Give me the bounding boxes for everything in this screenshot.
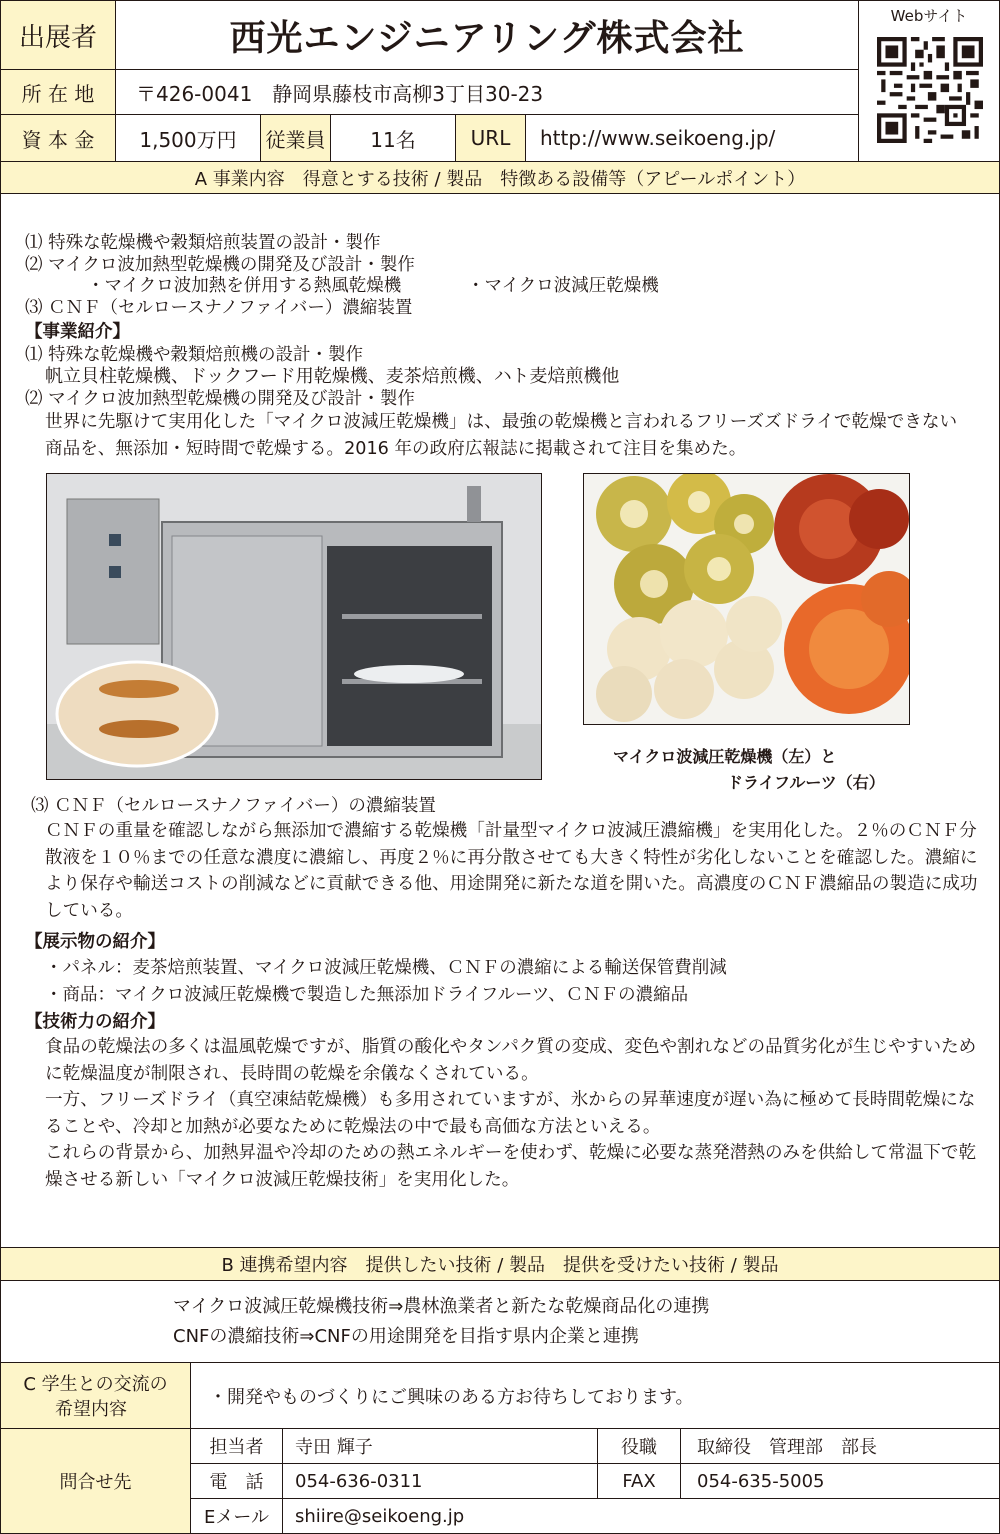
qr-code-icon[interactable] — [877, 37, 983, 143]
phone-value[interactable]: 054-636-0311 — [283, 1463, 598, 1498]
photo-caption-line-1: マイクロ波減圧乾燥機（左）と — [613, 747, 837, 766]
tech-paragraph-2: 一方、フリーズドライ（真空凍結乾燥機）も多用されていますが、氷からの昇華速度が遅い為に極めて長時間乾燥になることや、冷却と加熱が必要なために乾燥法の中で最も高価な方法といえる。 — [45, 1090, 976, 1137]
fax-value: 054-635-5005 — [681, 1463, 999, 1498]
website-label: Webサイト — [890, 6, 968, 25]
intro-1-text: 帆立貝柱乾燥機、ドックフード用乾燥機、麦茶焙煎機、ハト麦焙煎機他 — [45, 366, 620, 387]
location-value: 〒426-0041 静岡県藤枝市高柳3丁目30-23 — [116, 70, 858, 115]
employees-value: 11名 — [331, 115, 456, 161]
exhibit-product: ・商品：マイクロ波減圧乾燥機で製造した無添加ドライフルーツ、ＣＮＦの濃縮品 — [45, 985, 689, 1005]
section-b-title: B 連携希望内容 提供したい技術 / 製品 提供を受けたい技術 / 製品 — [1, 1247, 999, 1281]
collaboration-line-2: CNFの濃縮技術⇒CNFの用途開発を目指す県内企業と連携 — [173, 1326, 639, 1347]
section-a-title: A 事業内容 得意とする技術 / 製品 特徴ある設備等（アピールポイント） — [1, 161, 999, 194]
role-label: 役職 — [598, 1428, 681, 1463]
section-c-title — [1, 1362, 191, 1428]
tech-paragraph-3: これらの背景から、加熱昇温や冷却のための熱エネルギーを使わず、乾燥に必要な蒸発潜熱のみを供給して常温下で乾燥させる新しい「マイクロ波減圧乾燥技術」を実用化した。 — [45, 1143, 977, 1190]
tech-heading: 【技術力の紹介】 — [25, 1012, 165, 1032]
intro-1-title: ⑴ 特殊な乾燥機や穀類焙煎機の設計・製作 — [25, 345, 364, 365]
person-label: 担当者 — [191, 1428, 283, 1463]
intro-3-title: ⑶ ＣＮＦ（セルロースナノファイバー）の濃縮装置 — [31, 796, 436, 816]
url-label: URL — [456, 115, 526, 161]
tech-paragraph-1: 食品の乾燥法の多くは温風乾燥ですが、脂質の酸化やタンパク質の変成、変色や割れなどの品質劣化が生じやすいために乾燥温度が制限され、長時間の乾燥を余儀なくされている。 — [45, 1037, 977, 1084]
collaboration-line-1: マイクロ波減圧乾燥機技術⇒農林漁業者と新たな乾燥商品化の連携 — [173, 1296, 710, 1317]
company-name: 西光エンジニアリング株式会社 — [116, 1, 858, 70]
service-item-3: ⑶ ＣＮＦ（セルロースナノファイバー）濃縮装置 — [25, 298, 413, 318]
employees-label: 従業員 — [261, 115, 331, 161]
intro-2-text: 世界に先駆けて実用化した「マイクロ波減圧乾燥機」は、最強の乾燥機と言われるフリーズズドライで乾燥できない商品を、無添加・短時間で乾燥する。2016 年の政府広報誌に掲載されて注目を集めた。 — [45, 412, 958, 459]
photo-caption-line-2: ドライフルーツ（右） — [727, 773, 885, 792]
dried-fruits-photo — [583, 473, 910, 725]
service-item-1: ⑴ 特殊な乾燥機や穀類焙煎装置の設計・製作 — [25, 233, 381, 253]
website-qr-block — [858, 1, 999, 161]
contact-label: 問合せ先 — [1, 1428, 191, 1533]
section-c-title-line-1: C 学生との交流の — [23, 1374, 168, 1395]
url-link[interactable]: http://www.seikoeng.jp/ — [540, 126, 776, 150]
student-exchange-text: ・開発やものづくりにご興味のある方お待ちしております。 — [191, 1362, 999, 1428]
exhibitor-label: 出展者 — [1, 1, 116, 70]
exhibit-panel: ・パネル：麦茶焙煎装置、マイクロ波減圧乾燥機、ＣＮＦの濃縮による輸送保管費削減 — [45, 958, 727, 978]
service-subitem-vacuum: ・マイクロ波減圧乾燥機 — [467, 276, 659, 296]
service-item-2: ⑵ マイクロ波加熱型乾燥機の開発及び設計・製作 — [25, 255, 415, 275]
business-intro-heading: 【事業紹介】 — [25, 322, 130, 342]
intro-3-text: ＣＮＦの重量を確認しながら無添加で濃縮する乾燥機「計量型マイクロ波減圧濃縮機」を実用化した。２％のＣＮＦ分散液を１０％までの任意な濃度に濃縮し、再度２％に再分散させても大きく特性が劣化しないことを確認した。濃縮により保存や輸送コストの削減などに貢献できる他、用途開発に新たな道を開いた。高濃度のＣＮＦ濃縮品の製造に成功している。 — [45, 821, 978, 921]
person-value: 寺田 輝子 — [283, 1428, 598, 1463]
role-value: 取締役 管理部 部長 — [681, 1428, 999, 1463]
microwave-dryer-photo — [46, 473, 542, 780]
email-link[interactable]: shiire@seikoeng.jp — [283, 1498, 999, 1533]
phone-label: 電 話 — [191, 1463, 283, 1498]
exhibits-heading: 【展示物の紹介】 — [25, 932, 165, 952]
fax-label: FAX — [598, 1463, 681, 1498]
location-label: 所 在 地 — [1, 70, 116, 115]
capital-label: 資 本 金 — [1, 115, 116, 161]
email-label: Eメール — [191, 1498, 283, 1533]
capital-value: 1,500万円 — [116, 115, 261, 161]
intro-2-title: ⑵ マイクロ波加熱型乾燥機の開発及び設計・製作 — [25, 389, 415, 409]
section-c-title-line-2: 希望内容 — [55, 1399, 127, 1420]
service-subitem-hot-air: ・マイクロ波加熱を併用する熱風乾燥機 — [87, 276, 402, 296]
